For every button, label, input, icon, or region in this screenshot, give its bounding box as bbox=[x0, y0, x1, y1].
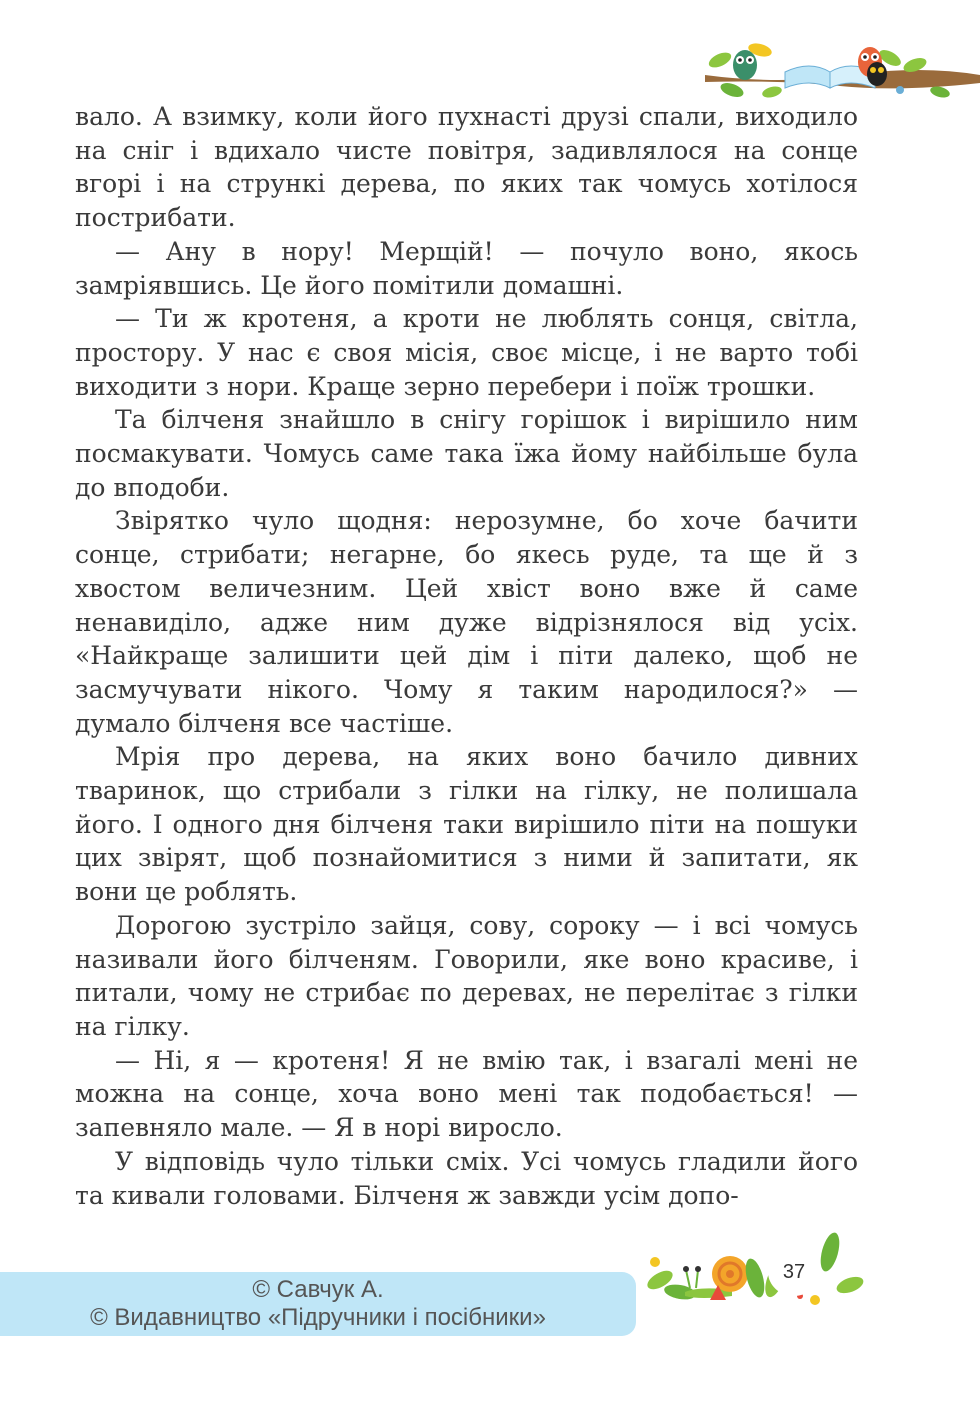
paragraph: Мрія про дерева, на яких воно бачило дивних тваринок, що стрибали з гілки на гілку, не полишала його. І одного дня білченя таки вирішило піти на пошуки цих звірят, щоб познайомитися з ними й запитати, як вони це роблять. bbox=[75, 742, 858, 907]
paragraph: У відповідь чуло тільки сміх. Усі чомусь гладили його та кивали головами. Білченя ж завжди усім допо- bbox=[75, 1146, 858, 1210]
copyright-publisher: © Видавництво «Підручники і посібники» bbox=[90, 1304, 546, 1331]
story-text bbox=[75, 100, 858, 1212]
paragraph: — Ану в нору! Мерщій! — почуло воно, якось замріявшись. Це його помітили домашні. bbox=[75, 236, 858, 300]
snail-with-leaves-and-flowers-icon bbox=[640, 1230, 870, 1310]
paragraph: вало. А взимку, коли його пухнасті друзі спали, виходило на сніг і вдихало чисте повітря, задивлялося на сонце вгорі і на стрункі дерева, по яких так чомусь хотілося пострибати. bbox=[75, 102, 858, 233]
paragraph: Дорогою зустріло зайця, сову, сороку — і всі чомусь називали його білченям. Говорили, яке воно красиве, і питали, чому не стрибає по деревах, не перелітає з гілки на гілку. bbox=[75, 910, 858, 1041]
branch-with-owls-and-book-icon bbox=[700, 30, 980, 110]
paragraph: — Ти ж кротеня, а кроти не люблять сонця, світла, простору. У нас є своя місія, своє місце, і не варто тобі виходити з нори. Краще зерно перебери і поїж трошки. bbox=[75, 304, 858, 401]
page-number: 37 bbox=[768, 1248, 820, 1296]
paragraph: Звірятко чуло щодня: нерозумне, бо хоче бачити сонце, стрибати; негарне, бо якесь руде, та ще й з хвостом величезним. Цей хвіст воно вже й саме ненавиділо, адже ним дуже відрізнялося від усіх. «Найкраще залишити цей дім і піти далеко, щоб не засмучувати нікого. Чому я таким народилося?» — думало білченя все частіше. bbox=[75, 506, 858, 738]
copyright-author: © Савчук А. bbox=[252, 1276, 384, 1303]
paragraph: — Ні, я — кротеня! Я не вмію так, і взагалі мені не можна на сонце, хоча воно мені так подобається! — запевняло мале. — Я в норі виросло. bbox=[75, 1045, 858, 1143]
copyright-banner bbox=[0, 1272, 636, 1336]
paragraph: Та білченя знайшло в снігу горішок і вирішило ним посмакувати. Чомусь саме така їжа йому найбільше була до вподоби. bbox=[75, 405, 858, 502]
owl-icon bbox=[867, 62, 887, 86]
owl-icon bbox=[733, 50, 757, 80]
